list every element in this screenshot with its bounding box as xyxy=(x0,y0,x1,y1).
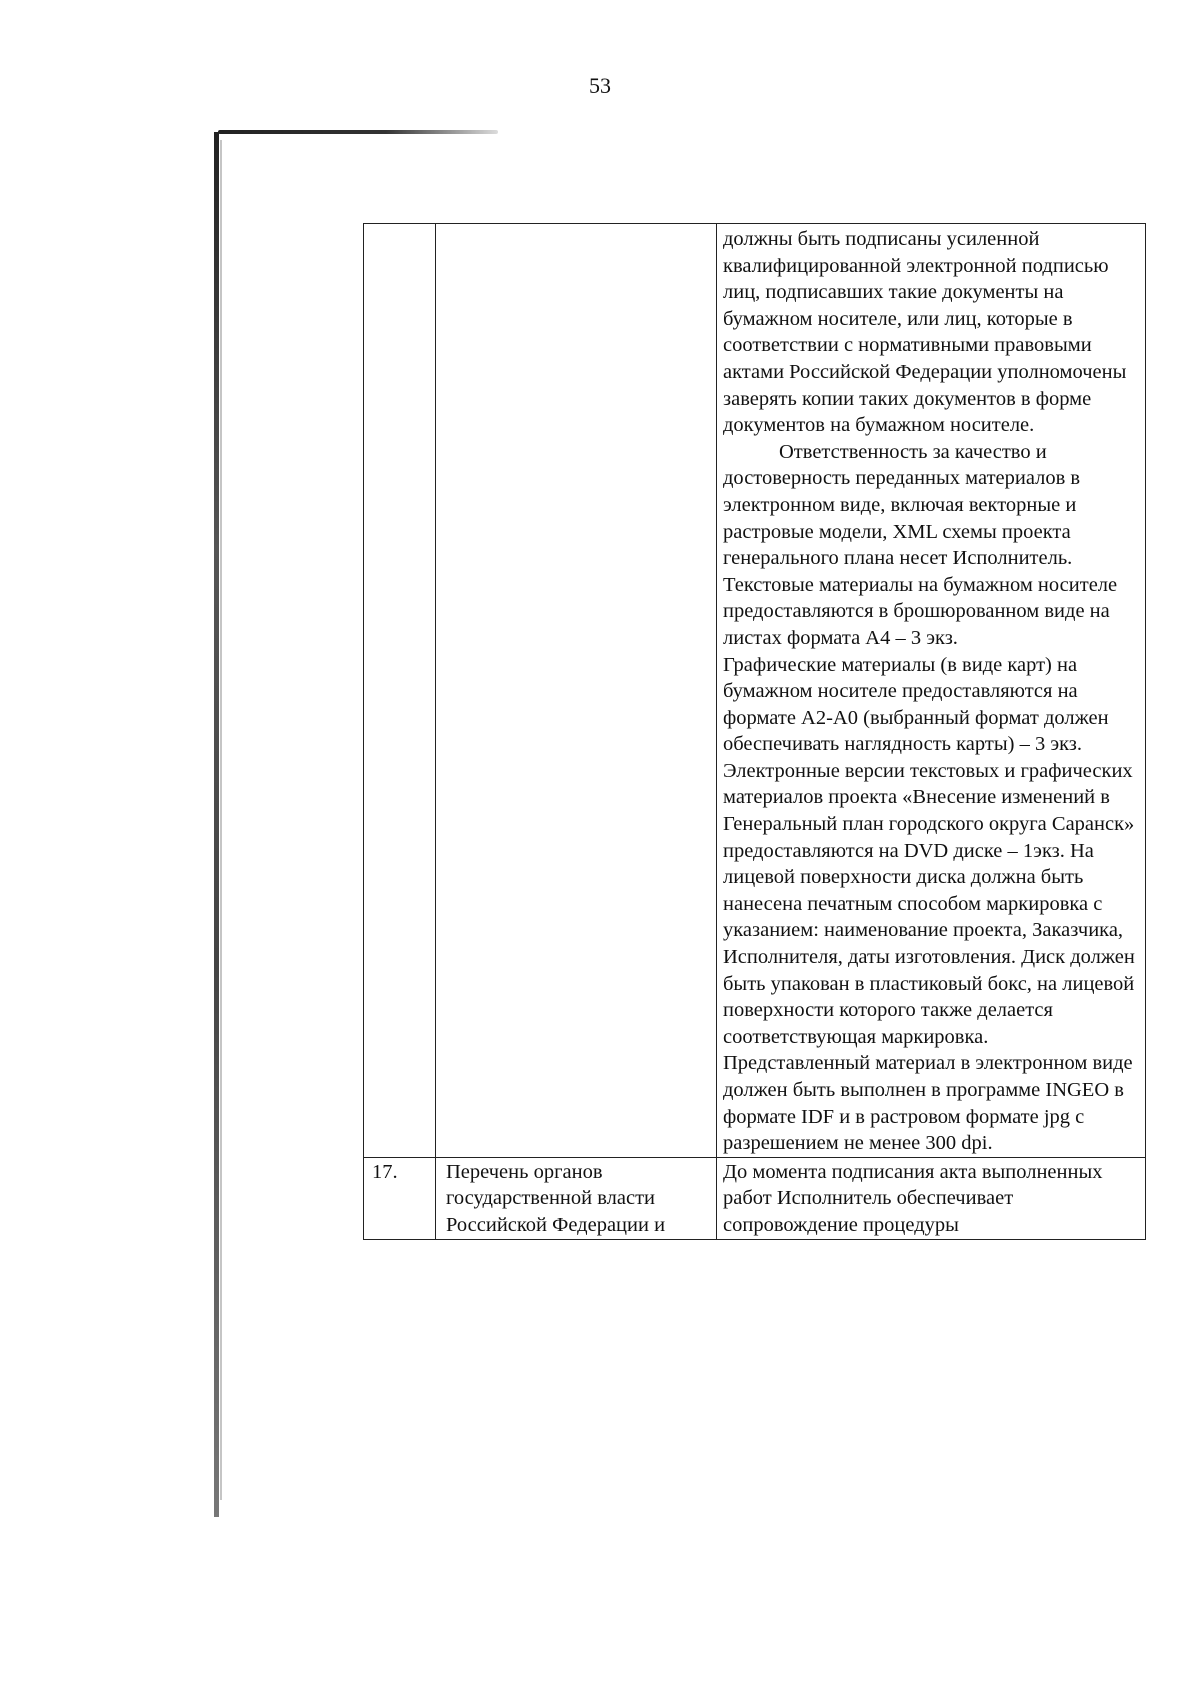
paragraph-responsibility: Ответственность за качество и достоверность переданных материалов в электронном виде, включая векторные и растровые модели, XML схемы проекта генерального плана несет Исполнитель. xyxy=(723,440,1081,570)
page-number: 53 xyxy=(589,73,611,98)
table-row-continuation xyxy=(364,224,1146,1158)
paragraph-graphic-materials: Графические материалы (в виде карт) на бумажном носителе предоставляются на формате А2-А0 (выбранный формат должен обеспечивать наглядность карты) – 3 экз. xyxy=(723,653,1109,756)
cell-description xyxy=(717,1157,1146,1239)
cell-name xyxy=(436,1157,717,1239)
paragraph-format: Представленный материал в электронном виде должен быть выполнен в программе INGEO в формате IDF и в растровом формате jpg с разрешением не менее 300 dpi. xyxy=(723,1052,1133,1155)
scan-border-left xyxy=(214,132,219,1517)
paragraph-electronic-versions: Электронные версии текстовых и графических материалов проекта «Внесение изменений в Генеральный план городского округа Саранск» предоставляются на DVD диске – 1экз. На лицевой поверхности диска должна быть нанесена печатным способом маркировка с указанием: наименование проекта, Заказчика, Исполнителя, даты изготовления. Диск должен быть упакован в пластиковый бокс, на лицевой поверхности которого также делается соответствующая маркировка. xyxy=(723,759,1135,1048)
cell-number xyxy=(364,1157,436,1239)
requirements-table xyxy=(363,223,1146,1240)
scan-border-left-shadow xyxy=(220,140,222,1500)
table-row-17 xyxy=(364,1157,1146,1239)
cell-name-empty xyxy=(436,224,717,1158)
row-description: До момента подписания акта выполненных работ Исполнитель обеспечивает сопровождение процедуры xyxy=(723,1160,1103,1236)
row-name: Перечень органов государственной власти Российской Федерации и xyxy=(446,1160,666,1236)
cell-description xyxy=(717,224,1146,1158)
paragraph-text-materials: Текстовые материалы на бумажном носителе предоставляются в брошюрованном виде на листах формата А4 – 3 экз. xyxy=(723,573,1118,649)
paragraph-signature: должны быть подписаны усиленной квалифицированной электронной подписью лиц, подписавших такие документы на бумажном носителе, или лиц, которые в соответствии с нормативными правовыми актами Российской Федерации уполномочены заверять копии таких документов в форме документов на бумажном носителе. xyxy=(723,228,1127,437)
scan-border-top xyxy=(218,130,498,134)
cell-number-empty xyxy=(364,224,436,1158)
row-number: 17. xyxy=(372,1160,398,1183)
